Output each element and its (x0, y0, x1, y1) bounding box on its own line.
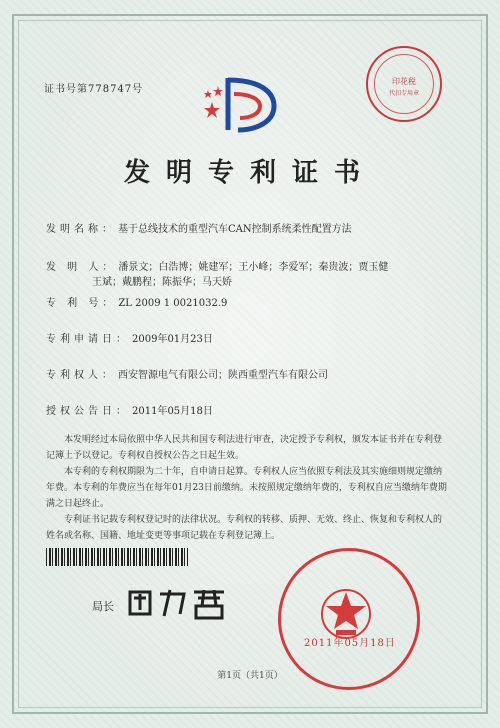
inventors-value-line2: 王斌；戴鹏程；陈振华；马天娇 (92, 277, 232, 288)
invention-name-row (46, 220, 352, 235)
barcode (46, 548, 188, 566)
grant-date-label: 授权公告日： (46, 406, 130, 417)
inventors-row-2 (92, 273, 232, 288)
patent-number-value: ZL 2009 1 0021032.9 (118, 298, 228, 309)
inventors-row (46, 258, 388, 273)
inventors-label: 发 明 人： (46, 262, 117, 273)
patent-number-label: 专 利 号： (46, 298, 117, 309)
tax-stamp (366, 46, 442, 122)
tax-stamp-line2: 代扣专用章 (388, 90, 419, 97)
patentee-row (46, 366, 328, 381)
paragraph-2: 本专利的专利权期限为二十年，自申请日起算。专利权人应当依照专利法及其实施细则规定缴纳年费。本专利的年费应当在每年01月23日前缴纳。未按照规定缴纳年费的，专利权自应当缴纳年费期满之日起终止。 (46, 467, 447, 509)
grant-date-value: 2011年05月18日 (132, 406, 213, 417)
invention-name-value: 基于总线技术的重型汽车CAN控制系统柔性配置方法 (118, 224, 352, 235)
patentee-label: 专利权人： (46, 370, 116, 381)
inventors-value-line1: 潘景文；白浩博；姚建军；王小峰；李爱军；秦贵波；贾玉健 (118, 262, 389, 273)
tax-stamp-line1: 印花税 (392, 77, 416, 86)
filing-date-value: 2009年01月23日 (132, 334, 213, 345)
certificate-title: 发明专利证书 (123, 158, 376, 188)
director-label: 局长 (92, 600, 114, 613)
patent-office-logo (200, 68, 290, 138)
director-signature (124, 584, 234, 620)
grant-date-row (46, 402, 213, 417)
patent-number-row (46, 294, 227, 309)
certificate-number: 证书号第778747号 (44, 84, 144, 95)
paragraph-3: 专利证书记载专利权登记时的法律状况。专利权的转移、质押、无效、终止、恢复和专利权人的姓名或名称、国籍、地址变更等事项记载在专利登记簿上。 (46, 515, 443, 541)
seal-date: 2011年05月18日 (304, 638, 396, 649)
filing-date-row (46, 330, 213, 345)
filing-date-label: 专利申请日： (46, 334, 130, 345)
patentee-value: 西安智源电气有限公司；陕西重型汽车有限公司 (118, 370, 328, 381)
invention-name-label: 发明名称： (46, 224, 116, 235)
page-footer: 第1页（共1页） (217, 671, 283, 681)
paragraph-1: 本发明经过本局依照中华人民共和国专利法进行审查，决定授予专利权，颁发本证书并在专利登记簿上予以登记。专利权自授权公告之日起生效。 (46, 435, 443, 461)
